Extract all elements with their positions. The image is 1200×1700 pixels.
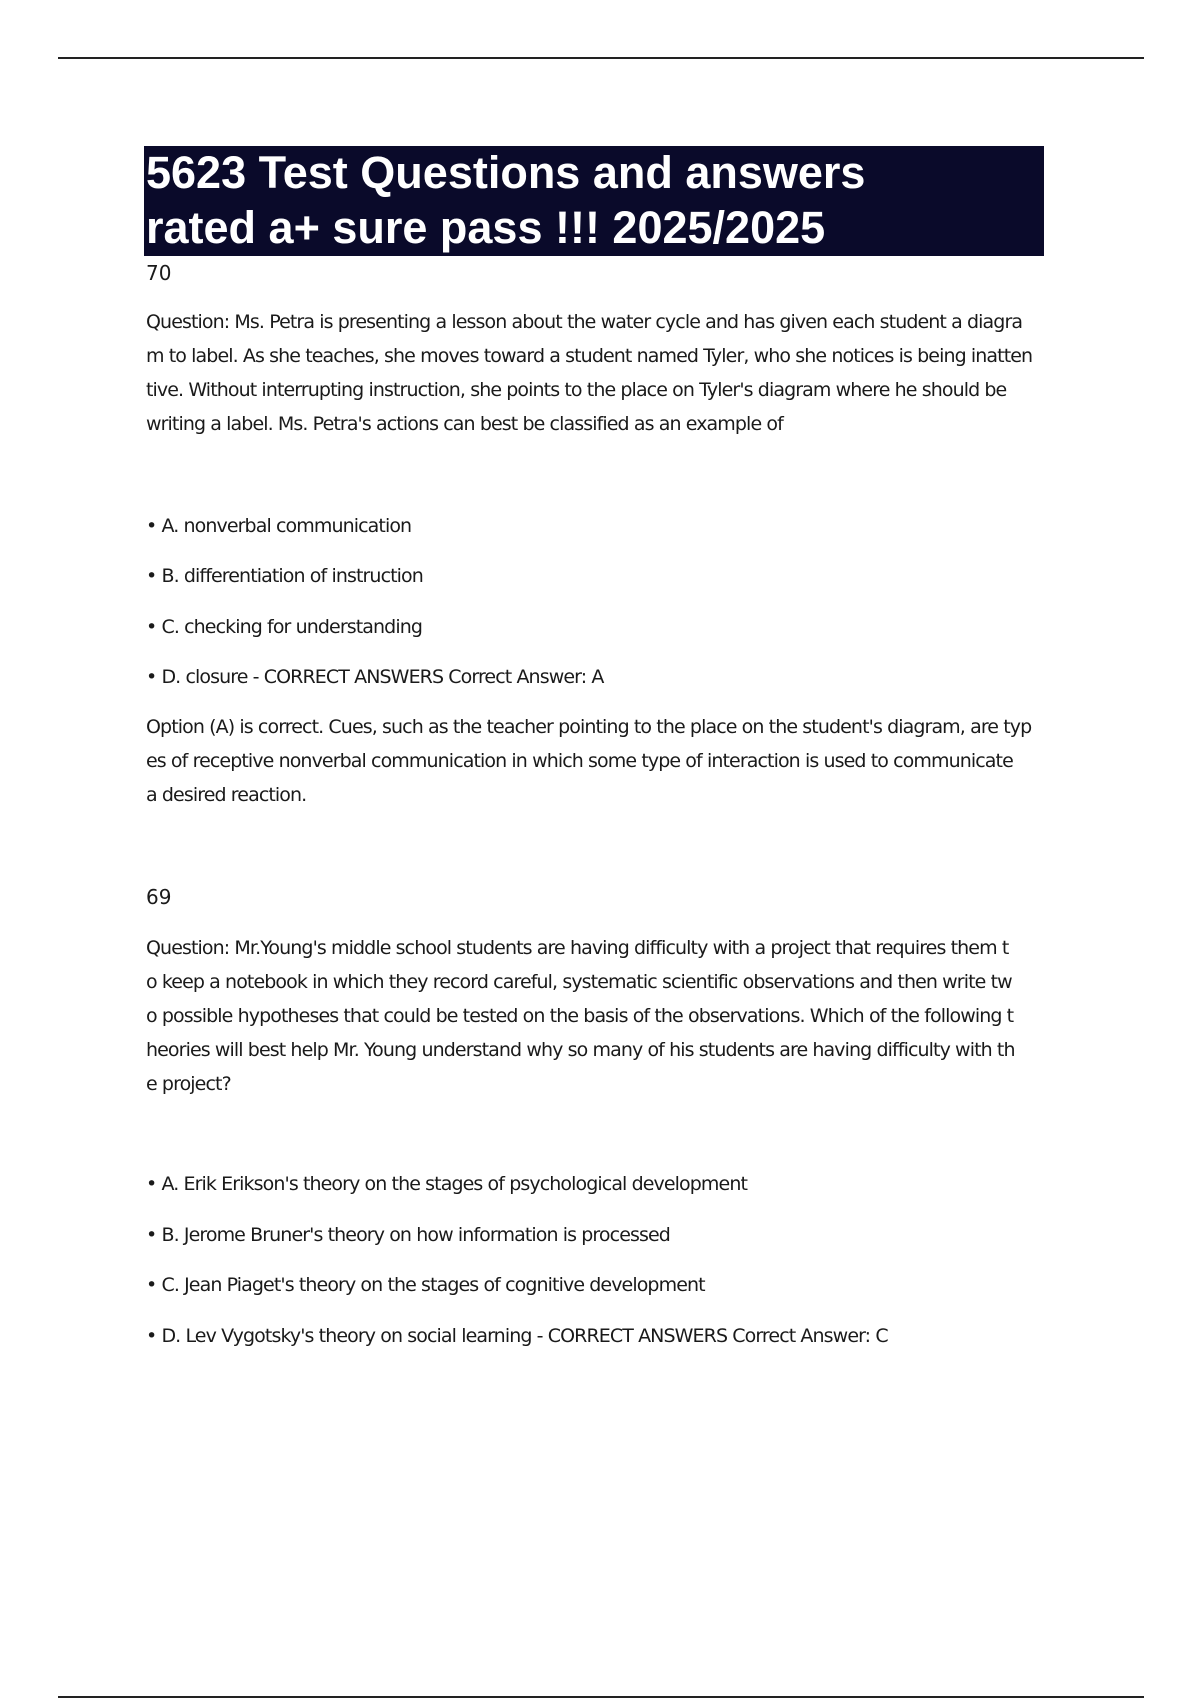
- explanation-line: a desired reaction.: [146, 784, 307, 806]
- question-text-line: Question: Mr.Young's middle school students are having difficulty with a project that requires them t: [146, 937, 1009, 959]
- question-text-line: o possible hypotheses that could be tested on the basis of the observations. Which of the following t: [146, 1005, 1014, 1027]
- header-rule: [58, 57, 1144, 59]
- question-number: 70: [146, 261, 172, 285]
- answer-option-a: • A. nonverbal communication: [146, 515, 412, 537]
- answer-option-b: • B. differentiation of instruction: [146, 565, 423, 587]
- title-line-1: 5623 Test Questions and answers: [146, 147, 866, 198]
- answer-option-d: • D. Lev Vygotsky's theory on social learning - CORRECT ANSWERS Correct Answer: C: [146, 1325, 888, 1347]
- answer-option-a: • A. Erik Erikson's theory on the stages of psychological development: [146, 1173, 748, 1195]
- question-text-line: writing a label. Ms. Petra's actions can best be classified as an example of: [146, 413, 783, 435]
- title-line-2: rated a+ sure pass !!! 2025/2025: [146, 202, 826, 253]
- footer-rule: [58, 1696, 1144, 1698]
- explanation-line: Option (A) is correct. Cues, such as the teacher pointing to the place on the student's diagram, are typ: [146, 716, 1032, 738]
- question-text-line: e project?: [146, 1073, 231, 1095]
- answer-option-d: • D. closure - CORRECT ANSWERS Correct Answer: A: [146, 666, 604, 688]
- question-text-line: m to label. As she teaches, she moves toward a student named Tyler, who she notices is being inatten: [146, 345, 1033, 367]
- question-text-line: heories will best help Mr. Young understand why so many of his students are having difficulty with th: [146, 1039, 1015, 1061]
- explanation-line: es of receptive nonverbal communication in which some type of interaction is used to communicate: [146, 750, 1013, 772]
- answer-option-c: • C. checking for understanding: [146, 616, 423, 638]
- question-text-line: tive. Without interrupting instruction, she points to the place on Tyler's diagram where he should be: [146, 379, 1007, 401]
- question-number: 69: [146, 885, 172, 909]
- answer-option-c: • C. Jean Piaget's theory on the stages of cognitive development: [146, 1274, 705, 1296]
- question-text-line: Question: Ms. Petra is presenting a lesson about the water cycle and has given each student a diagra: [146, 311, 1023, 333]
- document-title: [144, 146, 1044, 256]
- question-text-line: o keep a notebook in which they record careful, systematic scientific observations and then write tw: [146, 971, 1012, 993]
- answer-option-b: • B. Jerome Bruner's theory on how information is processed: [146, 1224, 670, 1246]
